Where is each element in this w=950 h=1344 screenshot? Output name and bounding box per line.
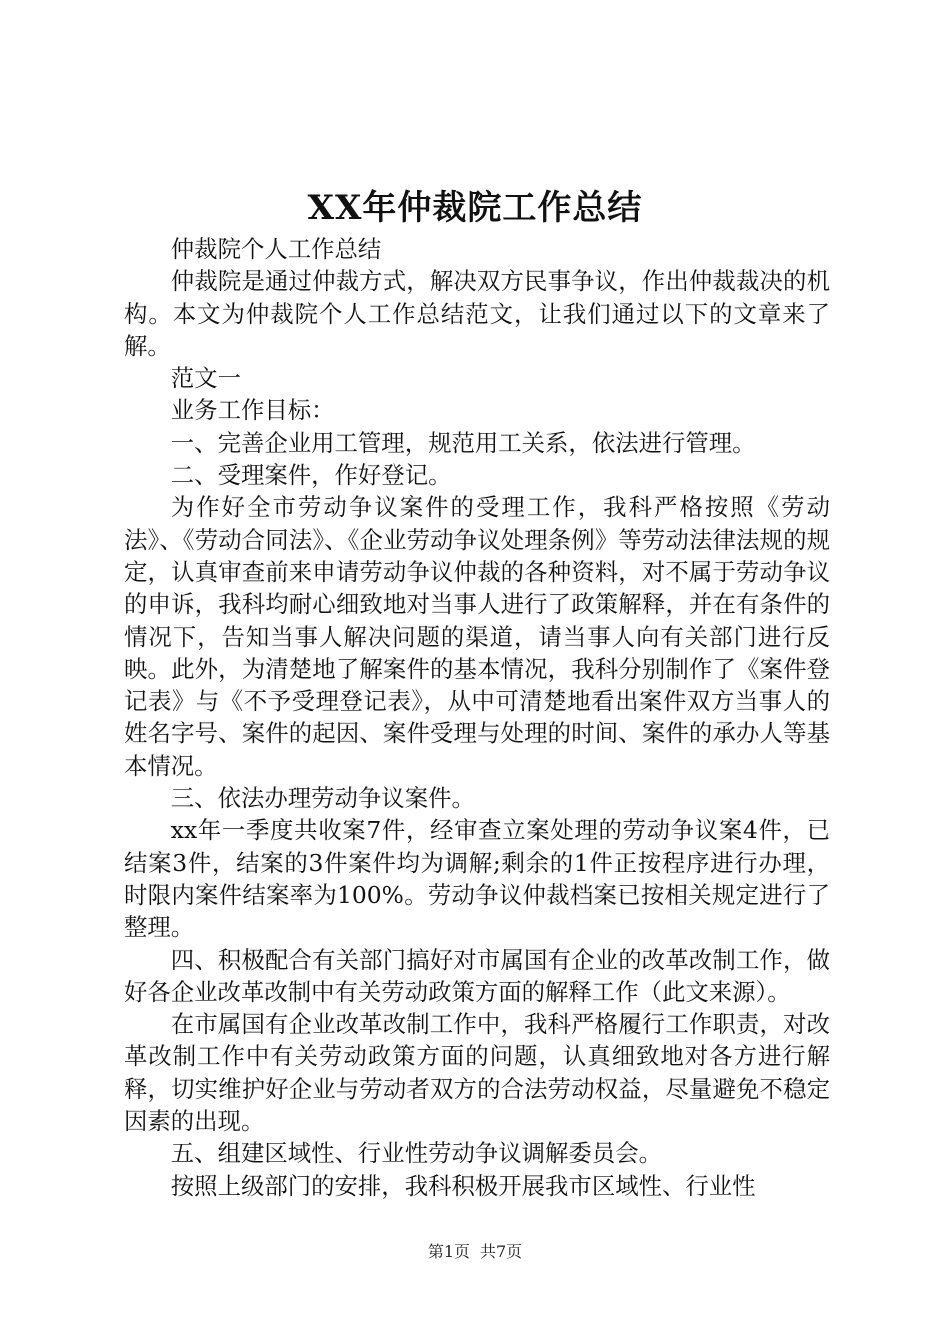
paragraph: 二、受理案件，作好登记。 xyxy=(170,461,452,490)
paragraph: 仲裁院是通过仲裁方式，解决双方民事争议，作出仲裁裁决的机构。本文为仲裁院个人工作总结范文，让我们通过以下的文章来了解。 xyxy=(124,267,830,360)
paragraph: 在市属国有企业改革改制工作中，我科严格履行工作职责，对改革改制工作中有关劳动政策方面的问题，认真细致地对各方进行解释，切实维护好企业与劳动者双方的合法劳动权益，尽量避免不稳定因素的出现。 xyxy=(124,1010,830,1136)
page-footer xyxy=(0,1240,950,1264)
paragraph: 仲裁院个人工作总结 xyxy=(170,235,382,263)
document-body xyxy=(124,233,830,1202)
page-number-current: 第1页 xyxy=(427,1242,470,1261)
paragraph: 五、组建区域性、行业性劳动争议调解委员会。 xyxy=(170,1139,662,1168)
page-number-total: 共7页 xyxy=(480,1242,523,1261)
paragraph: 范文一 xyxy=(170,364,241,393)
paragraph: 为作好全市劳动争议案件的受理工作，我科严格按照《劳动法》、《劳动合同法》、《企业劳动争议处理条例》等劳动法律法规的规定，认真审查前来申请劳动争议仲裁的各种资料，对不属于劳动争议的申诉，我科均耐心细致地对当事人进行了政策解释，并在有条件的情况下，告知当事人解决问题的渠道，请当事人向有关部门进行反映。此外，为清楚地了解案件的基本情况，我科分别制作了《案件登记表》与《不予受理登记表》，从中可清楚地看出案件双方当事人的姓名字号、案件的起因、案件受理与处理的时间、案件的承办人等基本情况。 xyxy=(124,493,830,780)
paragraph: 三、依法办理劳动争议案件。 xyxy=(170,784,475,813)
paragraph: 四、积极配合有关部门搞好对市属国有企业的改革改制工作，做好各企业改革改制中有关劳动政策方面的解释工作（此文来源）。 xyxy=(124,945,830,1006)
document-title: XX年仲裁院工作总结 xyxy=(307,188,643,228)
paragraph: 按照上级部门的安排，我科积极开展我市区域性、行业性 xyxy=(170,1171,756,1200)
paragraph: xx年一季度共收案7件，经审查立案处理的劳动争议案4件，已结案3件，结案的3件案件均为调解;剩余的1件正按程序进行办理，时限内案件结案率为100%。劳动争议仲裁档案已按相关规定进行了整理。 xyxy=(124,816,830,942)
paragraph: 一、完善企业用工管理，规范用工关系，依法进行管理。 xyxy=(170,428,756,457)
paragraph: 业务工作目标： xyxy=(170,396,335,425)
